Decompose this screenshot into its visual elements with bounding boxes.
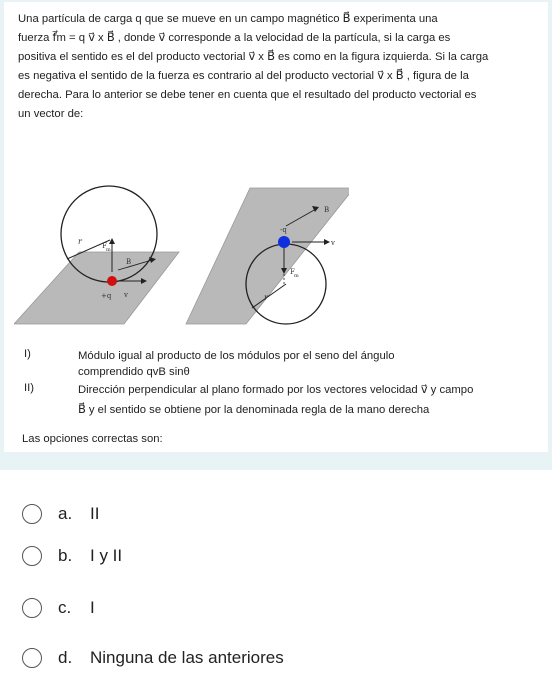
answer-options — [0, 470, 552, 677]
right-force-sub: m — [294, 273, 299, 279]
options-prompt: Las opciones correctas son: — [22, 433, 163, 445]
left-velocity-label: v — [124, 291, 128, 299]
statement-text: Dirección perpendicular al plano formado por los vectores velocidad v⃗ y campo — [78, 384, 474, 396]
radio-button[interactable] — [22, 598, 42, 618]
magnetic-force-figure — [14, 184, 349, 329]
statement-number: I) — [24, 348, 31, 360]
intro-line: positiva el sentido es el del producto vectorial v⃗ x B⃗ es como en la figura izquierda. Si la carga — [18, 51, 489, 63]
option-letter: b. — [58, 546, 73, 565]
radio-button[interactable] — [22, 648, 42, 668]
intro-line: es negativa el sentido de la fuerza es contrario al del producto vectorial v⃗ x B⃗ , figura de la — [18, 70, 469, 82]
left-charge-label: +q — [101, 292, 112, 300]
question-intro — [18, 10, 542, 124]
left-plane — [14, 252, 179, 324]
option-letter: d. — [58, 648, 73, 667]
option-text: I y II — [90, 546, 123, 565]
statement-text: comprendido qvB sinθ — [78, 366, 190, 378]
question-panel — [4, 2, 548, 452]
option-text: Ninguna de las anteriores — [90, 648, 284, 667]
positive-charge — [107, 276, 117, 286]
left-force-label: F — [102, 242, 107, 250]
left-force-sub: m — [106, 247, 111, 253]
left-radius-label: r — [78, 237, 82, 246]
statement-text: Módulo igual al producto de los módulos por el seno del ángulo — [78, 350, 395, 362]
intro-line: un vector de: — [18, 108, 84, 120]
option-letter: c. — [58, 598, 72, 617]
option-letter: a. — [58, 504, 73, 523]
intro-line: derecha. Para lo anterior se debe tener en cuenta que el resultado del producto vectorial es — [18, 89, 477, 101]
right-force-label: F — [290, 268, 295, 276]
right-velocity-label: v — [331, 239, 335, 247]
right-radius-label: r — [264, 293, 268, 302]
statement-number: II) — [24, 382, 35, 394]
negative-charge — [278, 236, 290, 248]
right-field-label: B — [324, 206, 330, 214]
intro-line: Una partícula de carga q que se mueve en un campo magnético B⃗ experimenta una — [18, 13, 438, 25]
right-charge-label: -q — [280, 226, 287, 234]
option-text: II — [90, 504, 100, 523]
left-force-arrowhead — [109, 238, 115, 244]
right-velocity-arrowhead — [324, 239, 330, 245]
intro-line: fuerza f⃗m = q v⃗ x B⃗ , donde v⃗ corresponde a la velocidad de la partícula, si la carga es — [18, 32, 451, 44]
left-field-label: B — [126, 258, 132, 266]
option-text: I — [90, 598, 95, 617]
radio-button[interactable] — [22, 504, 42, 524]
statement-text: B⃗ y el sentido se obtiene por la denominada regla de la mano derecha — [78, 404, 430, 416]
radio-button[interactable] — [22, 546, 42, 566]
